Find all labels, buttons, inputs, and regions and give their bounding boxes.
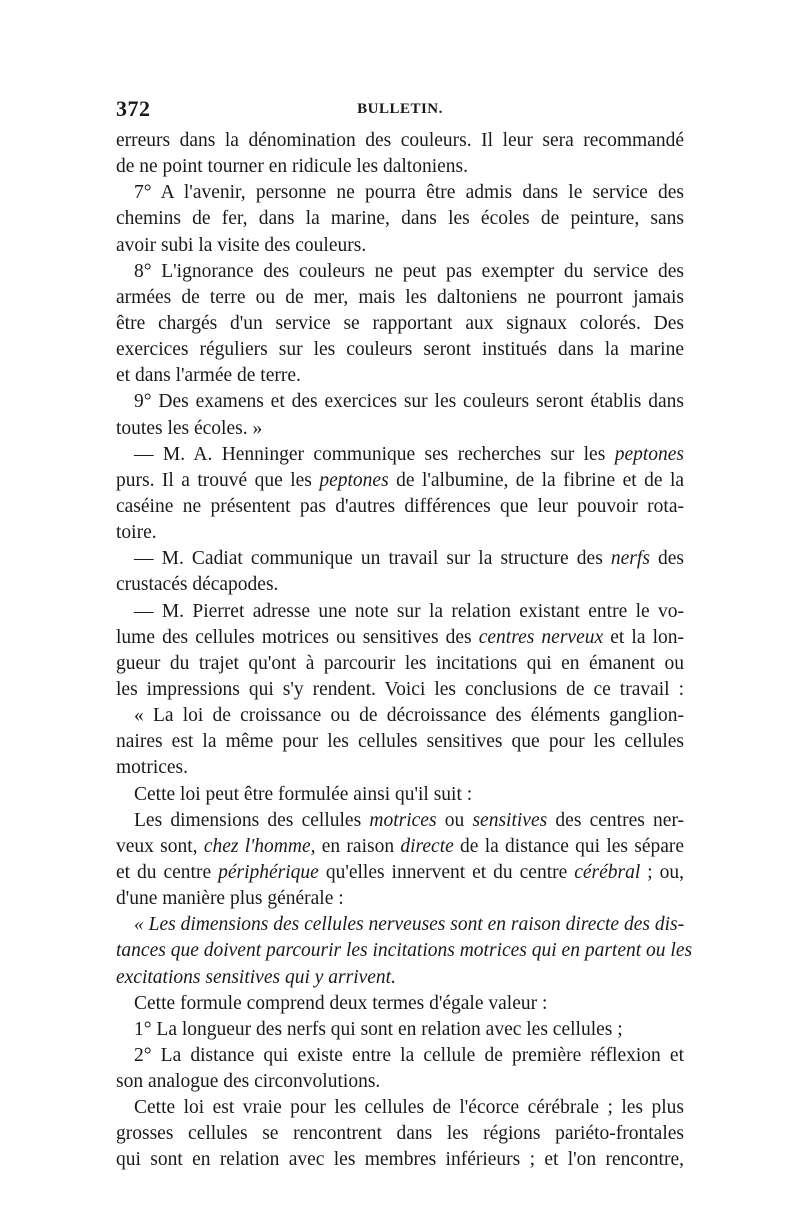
text-line (116, 468, 684, 494)
text-line (116, 834, 684, 860)
text-line (116, 285, 684, 311)
text-line (116, 363, 684, 389)
line-text: Cette loi est vraie pour les cellules de l'écorce cérébrale ; les plus (134, 1097, 684, 1119)
line-text: — M. Cadiat communique un travail sur la structure des (134, 548, 603, 570)
line-text: et la lon- (610, 626, 685, 648)
line-text: de ne point tourner en ridicule les daltoniens. (116, 156, 468, 178)
line-text: toire. (116, 522, 157, 544)
running-head: BULLETIN. (357, 101, 443, 117)
line-text: 1° La longueur des nerfs qui sont en relation avec les cellules ; (134, 1018, 623, 1040)
line-text: les impressions qui s'y rendent. Voici les conclusions de ce travail : (116, 678, 684, 700)
italic-term: cérébral (574, 861, 641, 883)
text-line (116, 311, 684, 337)
line-text: être chargés d'un service se rapportant aux signaux colorés. Des (116, 312, 684, 334)
line-text: purs. Il a trouvé que les (116, 469, 312, 491)
italic-term: peptones (614, 443, 685, 465)
line-text: 8° L'ignorance des couleurs ne peut pas exempter du service des (134, 260, 684, 282)
line-text: motrices. (116, 757, 189, 779)
text-line (116, 599, 684, 625)
text-line (116, 991, 684, 1017)
page-number: 372 (116, 96, 151, 121)
text-line (116, 1043, 684, 1069)
italic-term: motrices (369, 809, 437, 831)
line-text: grosses cellules se rencontrent dans les régions pariéto-frontales (116, 1123, 684, 1145)
text-line (116, 703, 684, 729)
italic-term: peptones (319, 469, 389, 491)
text-line (116, 494, 684, 520)
line-text: 9° Des examens et des exercices sur les couleurs seront établis dans (134, 391, 684, 413)
line-text: avoir subi la visite des couleurs. (116, 234, 367, 256)
line-text: qui sont en relation avec les membres inférieurs ; et l'on rencontre, (116, 1149, 684, 1171)
text-line (116, 1121, 684, 1147)
text-line (116, 259, 684, 285)
line-text: 7° A l'avenir, personne ne pourra être admis dans le service des (134, 182, 684, 204)
body-text (116, 128, 693, 1174)
line-text: et dans l'armée de terre. (116, 365, 301, 387)
italic-term: directe (400, 835, 454, 857)
italic-term: périphérique (218, 861, 319, 883)
text-line (116, 965, 684, 991)
line-text: de l'albumine, de la fibrine et de la (396, 469, 685, 491)
text-line (116, 1095, 684, 1121)
text-line (116, 677, 684, 703)
line-text: son analogue des circonvolutions. (116, 1071, 381, 1093)
line-text: d'une manière plus générale : (116, 888, 344, 910)
line-text: chemins de fer, dans la marine, dans les écoles de peinture, sans (116, 208, 684, 230)
text-line (116, 755, 684, 781)
italic-term: centres nerveux (478, 626, 604, 648)
line-text: qu'elles innervent et du centre (325, 861, 568, 883)
line-text: exercices réguliers sur les couleurs seront institués dans la marine (116, 339, 684, 361)
line-text: naires est la même pour les cellules sensitives que pour les cellules (116, 731, 684, 753)
line-text: — M. A. Henninger communique ses recherches sur les (134, 443, 606, 465)
text-line (116, 416, 684, 442)
text-line (116, 154, 684, 180)
text-line (116, 651, 684, 677)
text-line (116, 546, 684, 572)
text-line (116, 572, 684, 598)
line-text: tances que doivent parcourir les incitations motrices qui en partent ou les (116, 940, 693, 962)
line-text: caséine ne présentent pas d'autres différences que leur pouvoir rota- (116, 495, 684, 517)
line-text: des centres ner- (555, 809, 685, 831)
text-line (116, 520, 684, 546)
line-text: « Les dimensions des cellules nerveuses sont en raison directe des dis- (134, 914, 685, 936)
text-line (116, 938, 693, 964)
page-header (116, 96, 684, 126)
text-line (116, 128, 684, 154)
text-line (116, 442, 684, 468)
line-text: 2° La distance qui existe entre la cellule de première réflexion et (134, 1044, 684, 1066)
text-line (116, 233, 684, 259)
text-line (116, 1147, 684, 1173)
line-text: Cette formule comprend deux termes d'égale valeur : (134, 992, 548, 1014)
line-text: crustacés décapodes. (116, 574, 279, 596)
line-text: de la distance qui les sépare (460, 835, 685, 857)
italic-term: chez l'homme, (203, 835, 316, 857)
line-text: erreurs dans la dénomination des couleurs. Il leur sera recommandé (116, 130, 684, 151)
line-text: des (658, 548, 685, 570)
text-line (116, 808, 684, 834)
line-text: gueur du trajet qu'ont à parcourir les incitations qui en émanent ou (116, 652, 684, 674)
line-text: en raison (321, 835, 395, 857)
text-line (116, 389, 684, 415)
italic-term: nerfs (610, 548, 650, 570)
line-text: ; ou, (647, 861, 685, 883)
text-line (116, 337, 684, 363)
line-text: « La loi de croissance ou de décroissance des éléments ganglion- (134, 705, 684, 727)
text-line (116, 625, 684, 651)
text-line (116, 860, 684, 886)
text-line (116, 1069, 684, 1095)
line-text: — M. Pierret adresse une note sur la relation existant entre le vo- (134, 600, 684, 622)
line-text: armées de terre ou de mer, mais les daltoniens ne pourront jamais (116, 286, 684, 308)
italic-term: sensitives (472, 809, 548, 831)
line-text: Les dimensions des cellules (134, 809, 362, 831)
line-text: lume des cellules motrices ou sensitives des (116, 626, 472, 648)
text-line (116, 180, 684, 206)
text-line (116, 206, 684, 232)
text-line (116, 1017, 684, 1043)
line-text: ou (444, 809, 465, 831)
text-line (116, 729, 684, 755)
line-text: toutes les écoles. » (116, 417, 263, 439)
text-line (116, 782, 684, 808)
line-text: veux sont, (116, 835, 198, 857)
text-line (116, 886, 684, 912)
line-text: Cette loi peut être formulée ainsi qu'il suit : (134, 783, 473, 805)
line-text: et du centre (116, 861, 212, 883)
line-text: excitations sensitives qui y arrivent. (116, 966, 396, 988)
text-line (116, 912, 684, 938)
